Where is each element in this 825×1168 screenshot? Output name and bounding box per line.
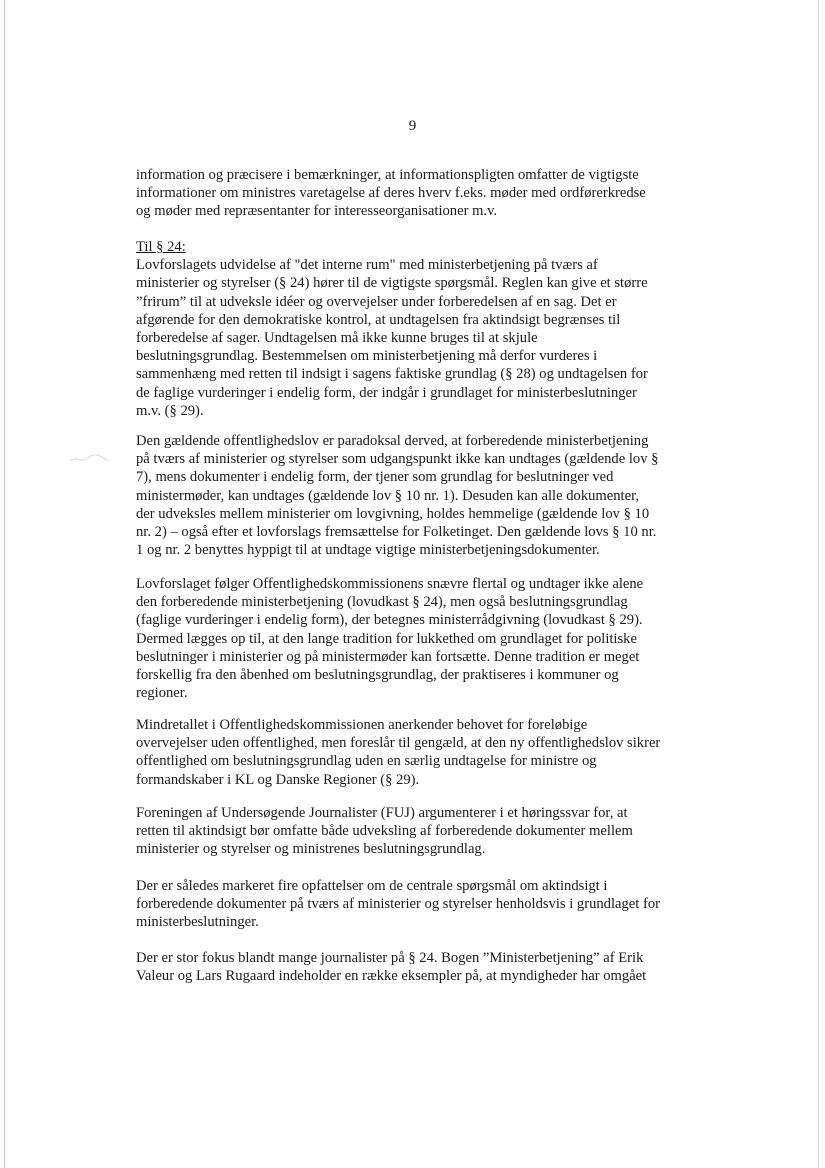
paragraph-four-views [136,877,684,932]
text-line: Dermed lægges op til, at den lange tradition for lukkethed om grundlaget for politiske [136,630,637,647]
section-heading: Til § 24: [136,239,186,255]
text-line: Lovforslagets udvidelse af "det interne rum" med ministerbetjening på tværs af [136,257,598,274]
paragraph-minority [136,716,684,789]
text-line: informationer om ministres varetagelse af deres hverv f.eks. møder med ordførerkredse [136,185,646,202]
paragraph-text [136,804,684,859]
text-line: Foreningen af Undersøgende Journalister (FUJ) argumenterer i et høringssvar for, at [136,805,628,821]
text-line: overvejelser uden offentlighed, men foreslår til gengæld, at den ny offentlighedslov sikrer [136,735,661,752]
paragraph-text [136,166,684,221]
text-line: forskellig fra den åbenhed om beslutningsgrundlag, der praktiseres i kommuner og [136,667,619,684]
paragraph-current-law [136,432,684,559]
paragraph-text [136,575,684,702]
text-line: forberedelse af sager. Undtagelsen må ikke kunne bruges til at skjule [136,330,538,347]
text-line: ministerbeslutninger. [136,914,259,931]
text-line: beslutningsgrundlag. Bestemmelsen om ministerbetjening må derfor vurderes i [136,348,598,365]
text-line: nr. 2) – også efter et lovforslags fremsættelse for Folketinget. Den gældende lovs § 10 nr. [136,524,657,541]
paragraph-journalists [136,949,684,985]
paragraph-intro [136,166,684,221]
text-line: m.v. (§ 29). [136,402,204,419]
text-line: formandskaber i KL og Danske Regioner (§ 29). [136,771,420,788]
text-line: ministerier og styrelser (§ 24) hører til de vigtigste spørgsmål. Reglen kan give et større [136,275,648,292]
paragraph-text [136,432,684,559]
text-line: der udveksles mellem ministerier om lovgivning, holdes hemmelige (gældende lov § 10 [136,505,650,522]
section-heading-text [136,238,684,420]
text-line: forberedende dokumenter på tværs af ministerier og styrelser henholdsvis i grundlaget for [136,896,661,913]
text-line: ”frirum” til at udveksle idéer og overvejelser under forberedelsen af en sag. Det er [136,293,617,310]
paragraph-text [136,877,684,932]
scan-smudge-mark [68,452,110,466]
text-line: og møder med repræsentanter for interesseorganisationer m.v. [136,203,498,220]
text-line: Valeur og Lars Rugaard indeholder en række eksempler på, at myndigheder har omgået [136,968,647,985]
text-line: 1 og nr. 2 benyttes hyppigt til at undtage vigtige ministerbetjeningsdokumenter. [136,542,600,559]
text-line: Der er således markeret fire opfattelser om de centrale spørgsmål om aktindsigt i [136,878,608,894]
text-line: ministerier og styrelser og ministrenes beslutningsgrundlag. [136,841,486,858]
scan-edge-left [4,0,5,1168]
text-line: 7), mens dokumenter i endelig form, der tjener som grundlag for beslutninger ved [136,469,614,486]
text-line: beslutninger i ministerier og på ministermøder kan fortsætte. Denne tradition er meget [136,648,640,665]
text-line: de faglige vurderinger i endelig form, der indgår i grundlaget for ministerbeslutninger [136,384,637,401]
paragraph-bill [136,575,684,702]
scan-edge-right [818,0,819,1168]
paragraph-text [136,949,684,985]
text-line: sammenhæng med retten til indsigt i sagens faktiske grundlag (§ 28) og undtagelsen for [136,366,648,383]
text-line: offentlighed om beslutningsgrundlag uden en særlig undtagelse for ministre og [136,753,597,770]
text-line: Der er stor fokus blandt mange journalister på § 24. Bogen ”Ministerbetjening” af Erik [136,950,644,966]
text-line: ministermøder, kan undtages (gældende lov § 10 nr. 1). Desuden kan alle dokumenter, [136,487,640,504]
page-number: 9 [408,118,417,134]
text-line: retten til aktindsigt bør omfatte både udveksling af forberedende dokumenter mellem [136,823,633,840]
paragraph-fuj [136,804,684,859]
text-line: Lovforslaget følger Offentlighedskommissionens snævre flertal og undtager ikke alene [136,576,644,592]
text-line: (faglige vurderinger i endelig form), der betegnes ministerrådgivning (lovudkast § 29). [136,612,643,629]
paragraph-text [136,716,684,789]
section-til-24 [136,238,684,420]
text-line: den forberedende ministerbetjening (lovudkast § 24), men også beslutningsgrundlag [136,594,628,611]
text-line: regioner. [136,685,188,702]
text-line: information og præcisere i bemærkninger, at informationspligten omfatter de vigtigste [136,167,639,183]
text-line: afgørende for den demokratiske kontrol, at undtagelsen fra aktindsigt begrænses til [136,311,621,328]
text-line: Mindretallet i Offentlighedskommissionen anerkender behovet for foreløbige [136,717,588,733]
text-line: på tværs af ministerier og styrelser som udgangspunkt ikke kan undtages (gældende lov § [136,451,659,468]
text-line: Den gældende offentlighedslov er paradoksal derved, at forberedende ministerbetjening [136,433,649,449]
